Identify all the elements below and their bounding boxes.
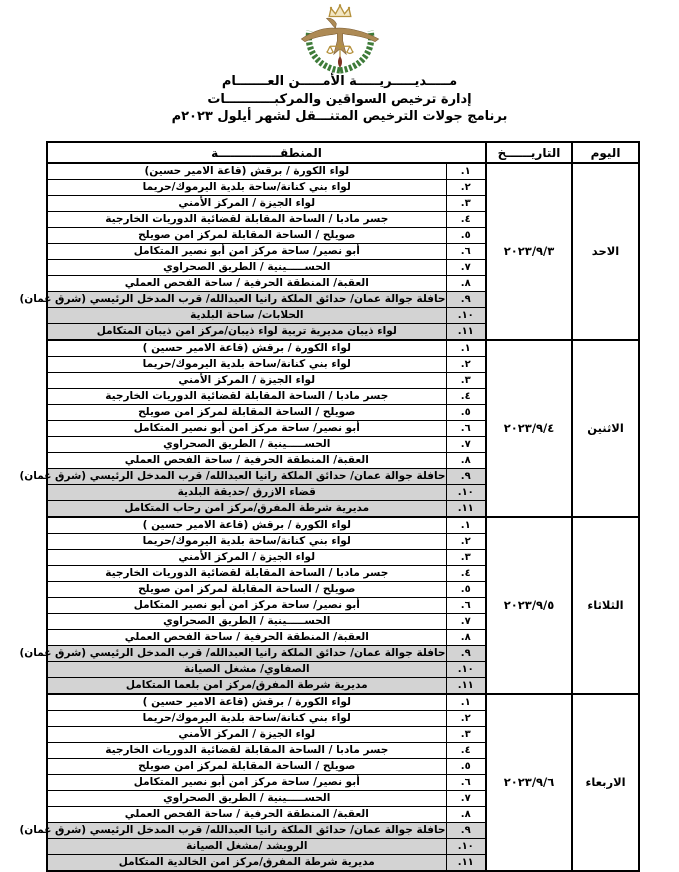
area-cell: لواء الكورة / برقش (قاعة الامير حسين ): [47, 694, 446, 711]
column-header-area: المنطقـــــــــــــــة: [47, 142, 486, 163]
date-cell: ٢٠٢٣/٩/٣: [486, 163, 572, 340]
program-title: برنامج جولات الترخيص المتنـــقل لشهر أيلول ٢٠٢٣م: [171, 109, 508, 124]
row-number-cell: ١٠.: [446, 839, 486, 855]
area-cell: الحســـــينية / الطريق الصحراوي: [47, 260, 446, 276]
area-cell: جسر مادبا / الساحة المقابلة لقضائية الدوريات الخارجية: [47, 743, 446, 759]
area-cell: الحســـــينية / الطريق الصحراوي: [47, 437, 446, 453]
area-cell: الحســـــينية / الطريق الصحراوي: [47, 614, 446, 630]
document-header: [0, 73, 679, 126]
area-cell: أبو نصير/ ساحة مركز امن أبو نصير المتكامل: [47, 598, 446, 614]
table-row: [47, 163, 639, 180]
row-number-cell: ٢.: [446, 357, 486, 373]
row-number-cell: ١.: [446, 517, 486, 534]
area-cell: لواء الجيزة / المركز الأمني: [47, 727, 446, 743]
area-cell: لواء بني كنانة/ساحة بلدية اليرموك/حريما: [47, 711, 446, 727]
area-cell: صويلح / الساحة المقابلة لمركز امن صويلح: [47, 228, 446, 244]
day-cell: الثلاثاء: [572, 517, 639, 694]
row-number-cell: ٥.: [446, 582, 486, 598]
area-cell: حافلة جوالة عمان/ حدائق الملكة رانيا العبدالله/ قرب المدخل الرئيسي (شرق عمان): [47, 646, 446, 662]
schedule-table: [19, 141, 640, 872]
schedule-header-row: [47, 142, 639, 163]
area-cell: لواء الكورة / برقش (قاعة الامير حسين ): [47, 340, 446, 357]
row-number-cell: ١١.: [446, 324, 486, 341]
scales-icon: [326, 43, 353, 57]
date-cell: ٢٠٢٣/٩/٥: [486, 517, 572, 694]
area-cell: لواء بني كنانة/ساحة بلدية اليرموك/حريما: [47, 534, 446, 550]
area-cell: لواء ذيبان مديرية تربية لواء ذيبان/مركز امن ذيبان المتكامل: [47, 324, 446, 341]
area-cell: أبو نصير/ ساحة مركز امن أبو نصير المتكامل: [47, 421, 446, 437]
row-number-cell: ١٠.: [446, 308, 486, 324]
flame-icon: [337, 56, 341, 68]
row-number-cell: ٦.: [446, 598, 486, 614]
row-number-cell: ٨.: [446, 807, 486, 823]
row-number-cell: ٣.: [446, 727, 486, 743]
row-number-cell: ١.: [446, 340, 486, 357]
area-cell: العقبة/ المنطقة الحرفية / ساحة الفحص العملي: [47, 807, 446, 823]
area-cell: صويلح / الساحة المقابلة لمركز امن صويلح: [47, 405, 446, 421]
area-cell: حافلة جوالة عمان/ حدائق الملكة رانيا العبدالله/ قرب المدخل الرئيسي (شرق عمان): [47, 823, 446, 839]
row-number-cell: ٢.: [446, 534, 486, 550]
area-cell: قضاء الازرق /حديقة البلدية: [47, 485, 446, 501]
row-number-cell: ٦.: [446, 775, 486, 791]
area-cell: حافلة جوالة عمان/ حدائق الملكة رانيا العبدالله/ قرب المدخل الرئيسي (شرق عمان): [47, 469, 446, 485]
area-cell: لواء الجيزة / المركز الأمني: [47, 550, 446, 566]
row-number-cell: ١.: [446, 694, 486, 711]
area-cell: الصفاوي/ مشغل الصيانة: [47, 662, 446, 678]
row-number-cell: ٨.: [446, 276, 486, 292]
table-row: [47, 517, 639, 534]
crown-icon: [329, 6, 351, 17]
area-cell: مديرية شرطة المفرق/مركز امن رحاب المتكامل: [47, 501, 446, 518]
row-number-cell: ٦.: [446, 421, 486, 437]
area-cell: مديرية شرطة المفرق/مركز امن بلعما المتكامل: [47, 678, 446, 695]
public-security-emblem-icon: [290, 3, 390, 75]
row-number-cell: ٤.: [446, 212, 486, 228]
area-cell: جسر مادبا / الساحة المقابلة لقضائية الدوريات الخارجية: [47, 566, 446, 582]
day-cell: الاحد: [572, 163, 639, 340]
day-cell: الاثنين: [572, 340, 639, 517]
row-number-cell: ٩.: [446, 469, 486, 485]
row-number-cell: ٤.: [446, 566, 486, 582]
area-cell: العقبة/ المنطقة الحرفية / ساحة الفحص العملي: [47, 630, 446, 646]
area-cell: لواء الجيزة / المركز الأمني: [47, 196, 446, 212]
date-cell: ٢٠٢٣/٩/٤: [486, 340, 572, 517]
area-cell: صويلح / الساحة المقابلة لمركز امن صويلح: [47, 759, 446, 775]
column-header-day: اليوم: [572, 142, 639, 163]
area-cell: الرويشد /مشغل الصيانة: [47, 839, 446, 855]
row-number-cell: ٩.: [446, 823, 486, 839]
row-number-cell: ٩.: [446, 646, 486, 662]
row-number-cell: ٤.: [446, 743, 486, 759]
org-title: مـــــديـــــريـــــة الأمـــــن العـــــــام: [221, 74, 458, 89]
date-cell: ٢٠٢٣/٩/٦: [486, 694, 572, 871]
table-row: [47, 694, 639, 711]
schedule-body: [19, 163, 639, 871]
area-cell: لواء الكورة / برقش (قاعة الامير حسين ): [47, 517, 446, 534]
row-number-cell: ٥.: [446, 405, 486, 421]
area-cell: أبو نصير/ ساحة مركز امن أبو نصير المتكامل: [47, 244, 446, 260]
area-cell: أبو نصير/ ساحة مركز امن أبو نصير المتكامل: [47, 775, 446, 791]
row-number-cell: ١١.: [446, 855, 486, 872]
row-number-cell: ١.: [446, 163, 486, 180]
row-number-cell: ٣.: [446, 373, 486, 389]
row-number-cell: ١٠.: [446, 662, 486, 678]
area-cell: العقبة/ المنطقة الحرفية / ساحة الفحص العملي: [47, 453, 446, 469]
row-number-cell: ١٠.: [446, 485, 486, 501]
column-header-date: التاريــــــخ: [486, 142, 572, 163]
area-cell: مديرية شرطة المفرق/مركز امن الخالدية المتكامل: [47, 855, 446, 872]
area-cell: لواء الكورة / برقش (قاعة الامير حسين): [47, 163, 446, 180]
row-number-cell: ٥.: [446, 759, 486, 775]
row-number-cell: ٧.: [446, 437, 486, 453]
row-number-cell: ٨.: [446, 453, 486, 469]
row-number-cell: ١١.: [446, 501, 486, 518]
area-cell: جسر مادبا / الساحة المقابلة لقضائية الدوريات الخارجية: [47, 212, 446, 228]
row-number-cell: ١١.: [446, 678, 486, 695]
day-cell: الاربعاء: [572, 694, 639, 871]
area-cell: حافلة جوالة عمان/ حدائق الملكة رانيا العبدالله/ قرب المدخل الرئيسي (شرق عمان): [47, 292, 446, 308]
row-number-cell: ٩.: [446, 292, 486, 308]
area-cell: لواء بني كنانة/ساحة بلدية اليرموك/حريما: [47, 357, 446, 373]
row-number-cell: ٢.: [446, 180, 486, 196]
area-cell: لواء الجيزة / المركز الأمني: [47, 373, 446, 389]
row-number-cell: ٢.: [446, 711, 486, 727]
area-cell: الحلابات/ ساحة البلدية: [47, 308, 446, 324]
row-number-cell: ٧.: [446, 260, 486, 276]
row-number-cell: ٤.: [446, 389, 486, 405]
area-cell: الحســـــينية / الطريق الصحراوي: [47, 791, 446, 807]
row-number-cell: ٦.: [446, 244, 486, 260]
row-number-cell: ٣.: [446, 196, 486, 212]
department-title: إدارة ترخيص السواقين والمركبـــــــــــات: [207, 91, 472, 107]
area-cell: العقبة/ المنطقة الحرفية / ساحة الفحص العملي: [47, 276, 446, 292]
row-number-cell: ٧.: [446, 614, 486, 630]
area-cell: صويلح / الساحة المقابلة لمركز امن صويلح: [47, 582, 446, 598]
row-number-cell: ٧.: [446, 791, 486, 807]
row-number-cell: ٥.: [446, 228, 486, 244]
row-number-cell: ٣.: [446, 550, 486, 566]
area-cell: جسر مادبا / الساحة المقابلة لقضائية الدوريات الخارجية: [47, 389, 446, 405]
area-cell: لواء بني كنانة/ساحة بلدية اليرموك/حريما: [47, 180, 446, 196]
row-number-cell: ٨.: [446, 630, 486, 646]
table-row: [47, 340, 639, 357]
